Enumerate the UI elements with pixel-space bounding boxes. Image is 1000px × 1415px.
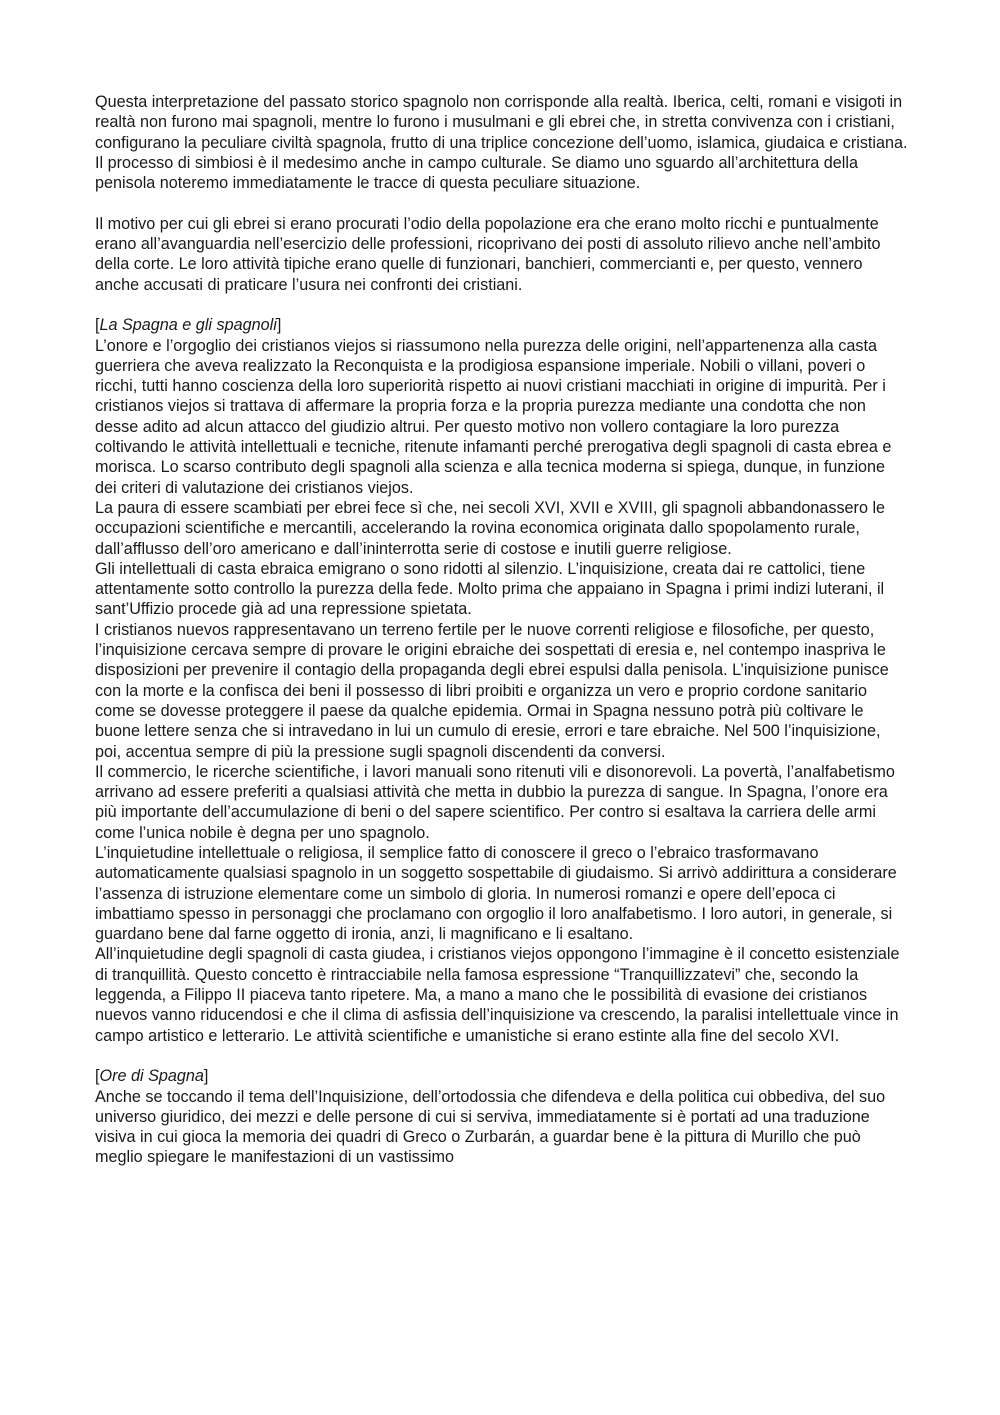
section-heading-ore-di-spagna (95, 1066, 910, 1086)
section1-paragraph-2: La paura di essere scambiati per ebrei fece sì che, nei secoli XVI, XVII e XVIII, gli spagnoli abbandonassero le occupazioni scientifiche e mercantili, accelerando la rovina economica originata dallo spopolamento rurale, dall’afflusso dell’oro americano e dall’ininterrotta serie di costose e inutili guerre religiose. (95, 498, 886, 558)
intro-paragraph-2: Il motivo per cui gli ebrei si erano procurati l’odio della popolazione era che erano molto ricchi e puntualmente erano all’avanguardia nell’esercizio delle professioni, ricoprivano dei posti di assoluto rilievo anche nell’ambito della corte. Le loro attività tipiche erano quelle di funzionari, banchieri, commercianti e, per questo, vennero anche accusati di praticare l’usura nei confronti dei cristiani. (95, 214, 881, 294)
heading-bracket-close: ] (203, 1067, 209, 1086)
section1-paragraph-3: Gli intellettuali di casta ebraica emigrano o sono ridotti al silenzio. L’inquisizione, creata dai re cattolici, tiene attentamente sotto controllo la purezza della fede. Molto prima che appaiano in Spagna i primi indizi luterani, il sant’Uffizio procede già ad una repressione spietata. (95, 559, 885, 619)
heading-title: Ore di Spagna (99, 1067, 204, 1086)
heading-bracket-open: [ (95, 316, 100, 335)
heading-bracket-close: ] (276, 316, 282, 335)
paragraph-gap (95, 1046, 910, 1066)
section1-paragraph-7: All’inquietudine degli spagnoli di casta giudea, i cristianos viejos oppongono l’immagine è il concetto esistenziale di tranquillità. Questo concetto è rintracciabile nella famosa espressione “Tranquillizzatevi” che, secondo la leggenda, a Filippo II piaceva tanto ripetere. Ma, a mano a mano che le possibilità di evasione dei cristianos nuevos vanno riducendosi e che il clima di asfissia dell’inquisizione va crescendo, la paralisi intellettuale vince in campo artistico e letterario. Le attività scientifiche e umanistiche si erano estinte alla fine del secolo XVI. (95, 945, 900, 1045)
document-page (95, 92, 910, 1168)
paragraph-gap (95, 193, 910, 213)
section2-paragraph-1: Anche se toccando il tema dell’Inquisizione, dell’ortodossia che difendeva e della politica cui obbediva, del suo universo giuridico, dei mezzi e delle persone di cui si serviva, immediatamente si è portati ad una traduzione visiva in cui gioca la memoria dei quadri di Greco o Zurbarán, a guardar bene è la pittura di Murillo che può meglio spiegare le manifestazioni di un vastissimo (95, 1087, 886, 1167)
section1-paragraph-4: I cristianos nuevos rappresentavano un terreno fertile per le nuove correnti religiose e filosofiche, per questo, l’inquisizione cercava sempre di provare le origini ebraiche dei sospettati di eresia e, nel contempo inaspriva le disposizioni per prevenire il contagio della propaganda degli ebrei espulsi dalla penisola. L’inquisizione punisce con la morte e la confisca dei beni il possesso di libri proibiti e organizza un vero e proprio cordone sanitario come se dovesse proteggere il paese da qualche epidemia. Ormai in Spagna nessuno potrà più coltivare le buone lettere senza che si intravedano in lui un cumulo di eresie, errori e tare ebraiche. Nel 500 l’inquisizione, poi, accentua sempre di più la pressione sugli spagnoli discendenti da conversi. (95, 620, 889, 761)
section-heading-la-spagna (95, 315, 910, 335)
heading-title: La Spagna e gli spagnoli (99, 316, 277, 335)
section1-paragraph-1: L’onore e l’orgoglio dei cristianos viejos si riassumono nella purezza delle origini, nell’appartenenza alla casta guerriera che aveva realizzato la Reconquista e la prodigiosa espansione imperiale. Nobili o villani, poveri o ricchi, tutti hanno coscienza della loro superiorità rispetto ai nuovi cristiani macchiati in origine di impurità. Per i cristianos viejos si trattava di affermare la propria forza e la propria purezza mediante una condotta che non desse adito ad alcun attacco del giudizio altrui. Per questo motivo non vollero contagiare la loro purezza coltivando le attività intellettuali e tecniche, ritenute infamanti perché prerogativa degli spagnoli di casta ebrea e morisca. Lo scarso contributo degli spagnoli alla scienza e alla tecnica moderna si spiega, dunque, in funzione dei criteri di valutazione dei cristianos viejos. (95, 336, 892, 497)
heading-bracket-open: [ (95, 1067, 100, 1086)
intro-paragraph-1: Questa interpretazione del passato storico spagnolo non corrisponde alla realtà. Iberica, celti, romani e visigoti in realtà non furono mai spagnoli, mentre lo furono i musulmani e gli ebrei che, in stretta convivenza con i cristiani, configurano la peculiare civiltà spagnola, frutto di una triplice concezione dell’uomo, islamica, giudaica e cristiana. Il processo di simbiosi è il medesimo anche in campo culturale. Se diamo uno sguardo all’architettura della penisola noteremo immediatamente le tracce di questa peculiare situazione. (95, 93, 908, 193)
section1-paragraph-6: L’inquietudine intellettuale o religiosa, il semplice fatto di conoscere il greco o l’ebraico trasformavano automaticamente qualsiasi spagnolo in un soggetto sospettabile di giudaismo. Si arrivò addirittura a considerare l’assenza di istruzione elementare come un simbolo di gloria. In numerosi romanzi e opere dell’epoca ci imbattiamo spesso in personaggi che proclamano con orgoglio il loro analfabetismo. I loro autori, in generale, si guardano bene dal farne oggetto di ironia, anzi, li magnificano e li esaltano. (95, 843, 897, 944)
section1-paragraph-5: Il commercio, le ricerche scientifiche, i lavori manuali sono ritenuti vili e disonorevoli. La povertà, l’analfabetismo arrivano ad essere preferiti a qualsiasi attività che metta in dubbio la purezza di sangue. In Spagna, l’onore era più importante dell’accumulazione di beni o del sapere scientifico. Per contro si esaltava la carriera delle armi come l’unica nobile è degna per uno spagnolo. (95, 762, 895, 842)
paragraph-gap (95, 295, 910, 315)
